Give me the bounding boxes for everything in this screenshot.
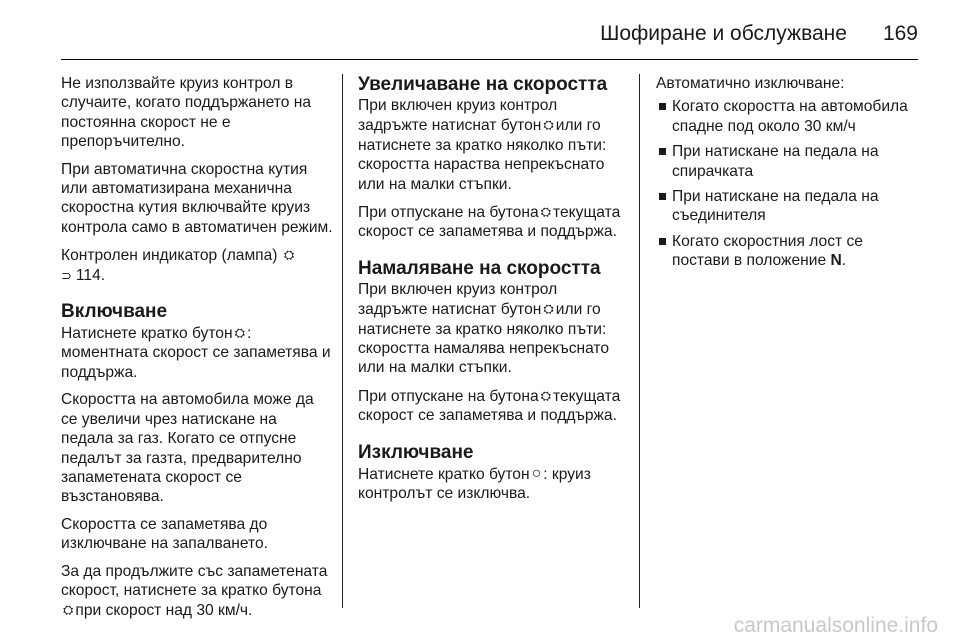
cruise-off-icon: ○ xyxy=(531,464,542,482)
list-item: Когато скоростта на автомобила спадне под около 30 км/ч xyxy=(656,97,922,136)
paragraph: Натиснете кратко бутон ⛭ : моментната скорост се запаметява и поддържа. xyxy=(61,325,331,381)
paragraph: Автоматично изключване: xyxy=(656,75,845,92)
section-heading: Изключване xyxy=(358,441,474,463)
page-header xyxy=(600,14,918,54)
list-item: При натискане на педала на съединителя xyxy=(656,187,922,226)
paragraph: Скоростта се запаметява до изключване на запалването. xyxy=(61,515,269,553)
list-item: При натискане на педала на спирачката xyxy=(656,142,922,181)
column-divider xyxy=(639,74,640,608)
paragraph: Натиснете кратко бутон ○ : круиз контролът се изключва. xyxy=(358,464,591,503)
paragraph: Скоростта на автомобила може да се увеличи чрез натискане на педала за газ. Когато се отпусне педалът за газта, предварително запаметената скорост се възстановява. xyxy=(61,391,314,506)
page-reference-icon: ⊃ xyxy=(61,267,72,283)
paragraph: Не използвайте круиз контрол в случаите, когато поддържането на постоянна скорост не е препоръчително. xyxy=(61,75,311,151)
paragraph: При отпускане на бутона ⛭ текущата скорост се запаметява и поддържа. xyxy=(358,204,621,241)
bullet-icon xyxy=(659,238,666,245)
cruise-minus-icon: ⛭ xyxy=(540,387,552,403)
section-heading: Намаляване на скоростта xyxy=(358,257,601,279)
column-1 xyxy=(61,74,333,629)
cruise-plus-icon: ⛭ xyxy=(540,204,552,220)
header-title: Шофиране и обслужване xyxy=(600,22,847,45)
bullet-list xyxy=(656,97,922,270)
cruise-minus-icon: ⛭ xyxy=(63,602,74,618)
page-number: 169 xyxy=(882,22,918,45)
header-rule xyxy=(61,59,918,60)
bullet-icon xyxy=(659,193,666,200)
cruise-plus-icon: ⛭ xyxy=(283,247,295,263)
column-divider xyxy=(342,74,343,608)
cruise-minus-icon: ⛭ xyxy=(543,301,554,317)
paragraph: За да продължите със запаметената скорост, натиснете за кратко бутона⛭ при скорост над 30 км/ч. xyxy=(61,562,328,620)
cruise-plus-icon: ⛭ xyxy=(543,117,554,133)
page-reference[interactable]: 114. xyxy=(75,266,106,284)
bullet-icon xyxy=(659,103,666,110)
paragraph: Контролен индикатор (лампа) ⛭ ⊃ 114. xyxy=(61,247,295,284)
watermark: carmanualsonline.info xyxy=(733,614,938,637)
paragraph: При включен круиз контрол задръжте натиснат бутон ⛭ или го натиснете за кратко няколко пъти: скоростта нараства непрекъснато или на малки стъпки. xyxy=(358,97,607,193)
paragraph: При включен круиз контрол задръжте натиснат бутон ⛭ или го натиснете за кратко няколко пъти: скоростта намалява непрекъснато или на малки стъпки. xyxy=(358,280,610,377)
paragraph: При автоматична скоростна кутия или автоматизирана механична скоростна кутия включвайте круиз контрола само в автоматичен режим. xyxy=(61,160,333,236)
cruise-plus-icon: ⛭ xyxy=(234,325,245,341)
section-heading: Включване xyxy=(61,301,168,323)
section-heading: Увеличаване на скоростта xyxy=(358,74,608,95)
column-2 xyxy=(358,74,630,512)
column-3 xyxy=(656,74,922,277)
bullet-icon xyxy=(659,148,666,155)
paragraph: При отпускане на бутона ⛭ текущата скорост се запаметява и поддържа. xyxy=(358,387,621,425)
list-item: Когато скоростния лост се постави в положение N. xyxy=(656,232,922,271)
